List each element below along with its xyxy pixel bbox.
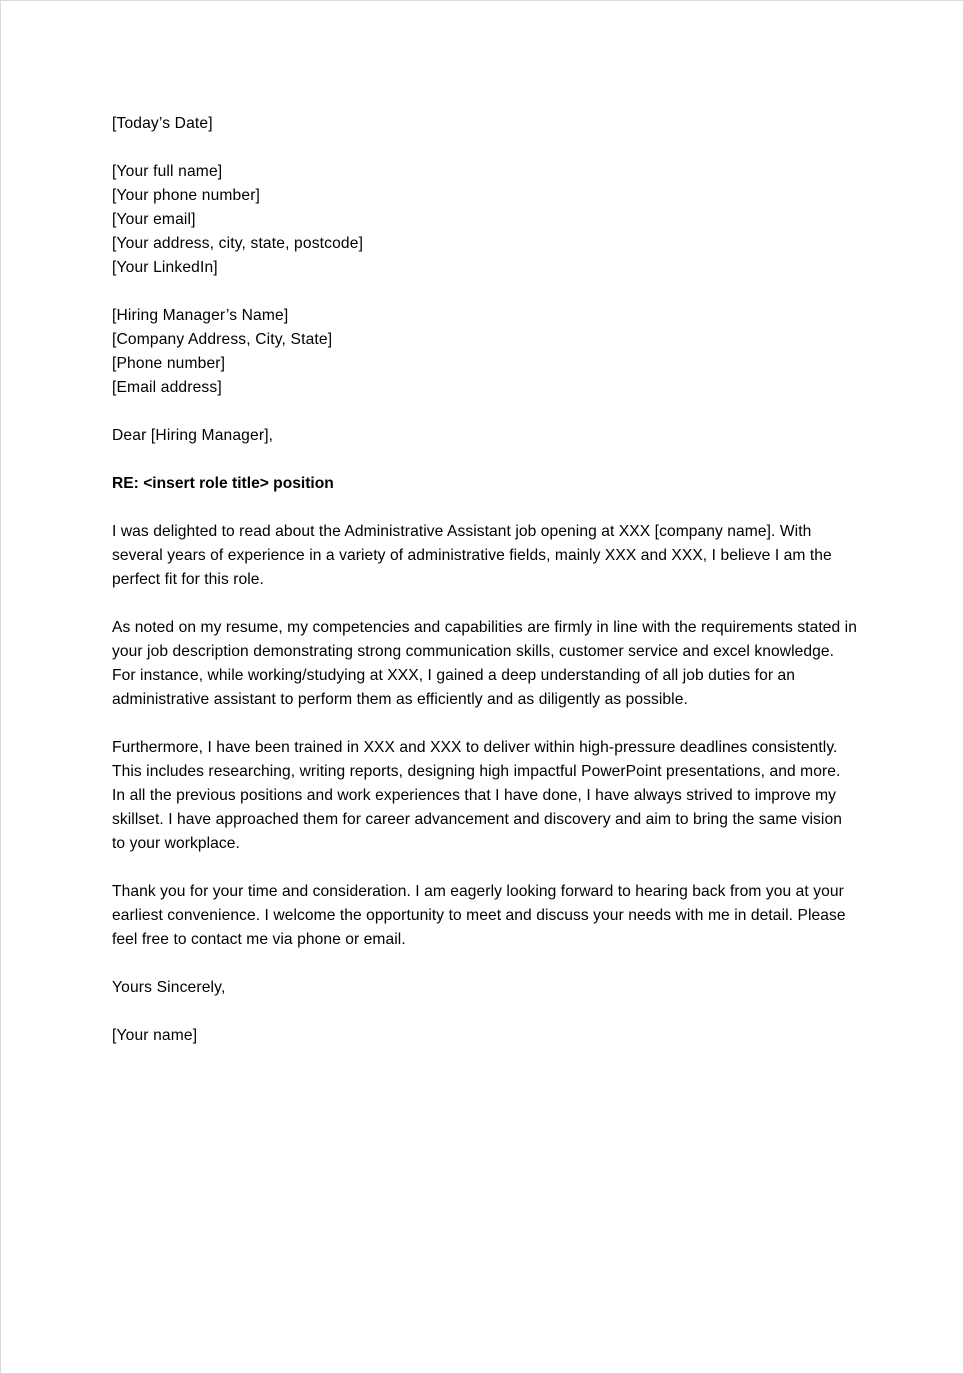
recipient-block xyxy=(112,304,857,400)
sender-email: [Your email] xyxy=(112,211,196,228)
closing: Yours Sincerely, xyxy=(112,979,226,996)
paragraph-2: As noted on my resume, my competencies and capabilities are firmly in line with the requirements stated in your job description demonstrating strong communication skills, customer service and excel knowledge. For instance, while working/studying at XXX, I gained a deep understanding of all job duties for an administrative assistant to perform them as efficiently and as diligently as possible. xyxy=(112,619,857,708)
subject-line: RE: <insert role title> position xyxy=(112,475,334,492)
paragraph-4: Thank you for your time and consideration. I am eagerly looking forward to hearing back from you at your earliest convenience. I welcome the opportunity to meet and discuss your needs with me in detail. Please feel free to contact me via phone or email. xyxy=(112,883,846,948)
date-line: [Today’s Date] xyxy=(112,115,213,132)
sender-block xyxy=(112,160,857,280)
signature-block xyxy=(112,1024,857,1048)
sender-phone: [Your phone number] xyxy=(112,187,261,204)
date-block xyxy=(112,112,857,136)
recipient-name: [Hiring Manager’s Name] xyxy=(112,307,289,324)
recipient-email: [Email address] xyxy=(112,379,222,396)
letter-body xyxy=(112,112,857,1048)
paragraph-3: Furthermore, I have been trained in XXX and XXX to deliver within high-pressure deadlines consistently. This includes researching, writing reports, designing high impactful PowerPoint presentations, and more. In all the previous positions and work experiences that I have done, I have always strived to improve my skillset. I have approached them for career advancement and discovery and aim to bring the same vision to your workplace. xyxy=(112,739,842,852)
recipient-phone: [Phone number] xyxy=(112,355,226,372)
salutation: Dear [Hiring Manager], xyxy=(112,427,274,444)
salutation-block xyxy=(112,424,857,448)
sender-address: [Your address, city, state, postcode] xyxy=(112,235,364,252)
paragraph-1: I was delighted to read about the Administrative Assistant job opening at XXX [company name]. With several years of experience in a variety of administrative fields, mainly XXX and XXX, I believe I am the perfect fit for this role. xyxy=(112,523,832,588)
sender-linkedin: [Your LinkedIn] xyxy=(112,259,218,276)
closing-block xyxy=(112,976,857,1000)
recipient-address: [Company Address, City, State] xyxy=(112,331,333,348)
sender-name: [Your full name] xyxy=(112,163,223,180)
signature-name: [Your name] xyxy=(112,1027,198,1044)
